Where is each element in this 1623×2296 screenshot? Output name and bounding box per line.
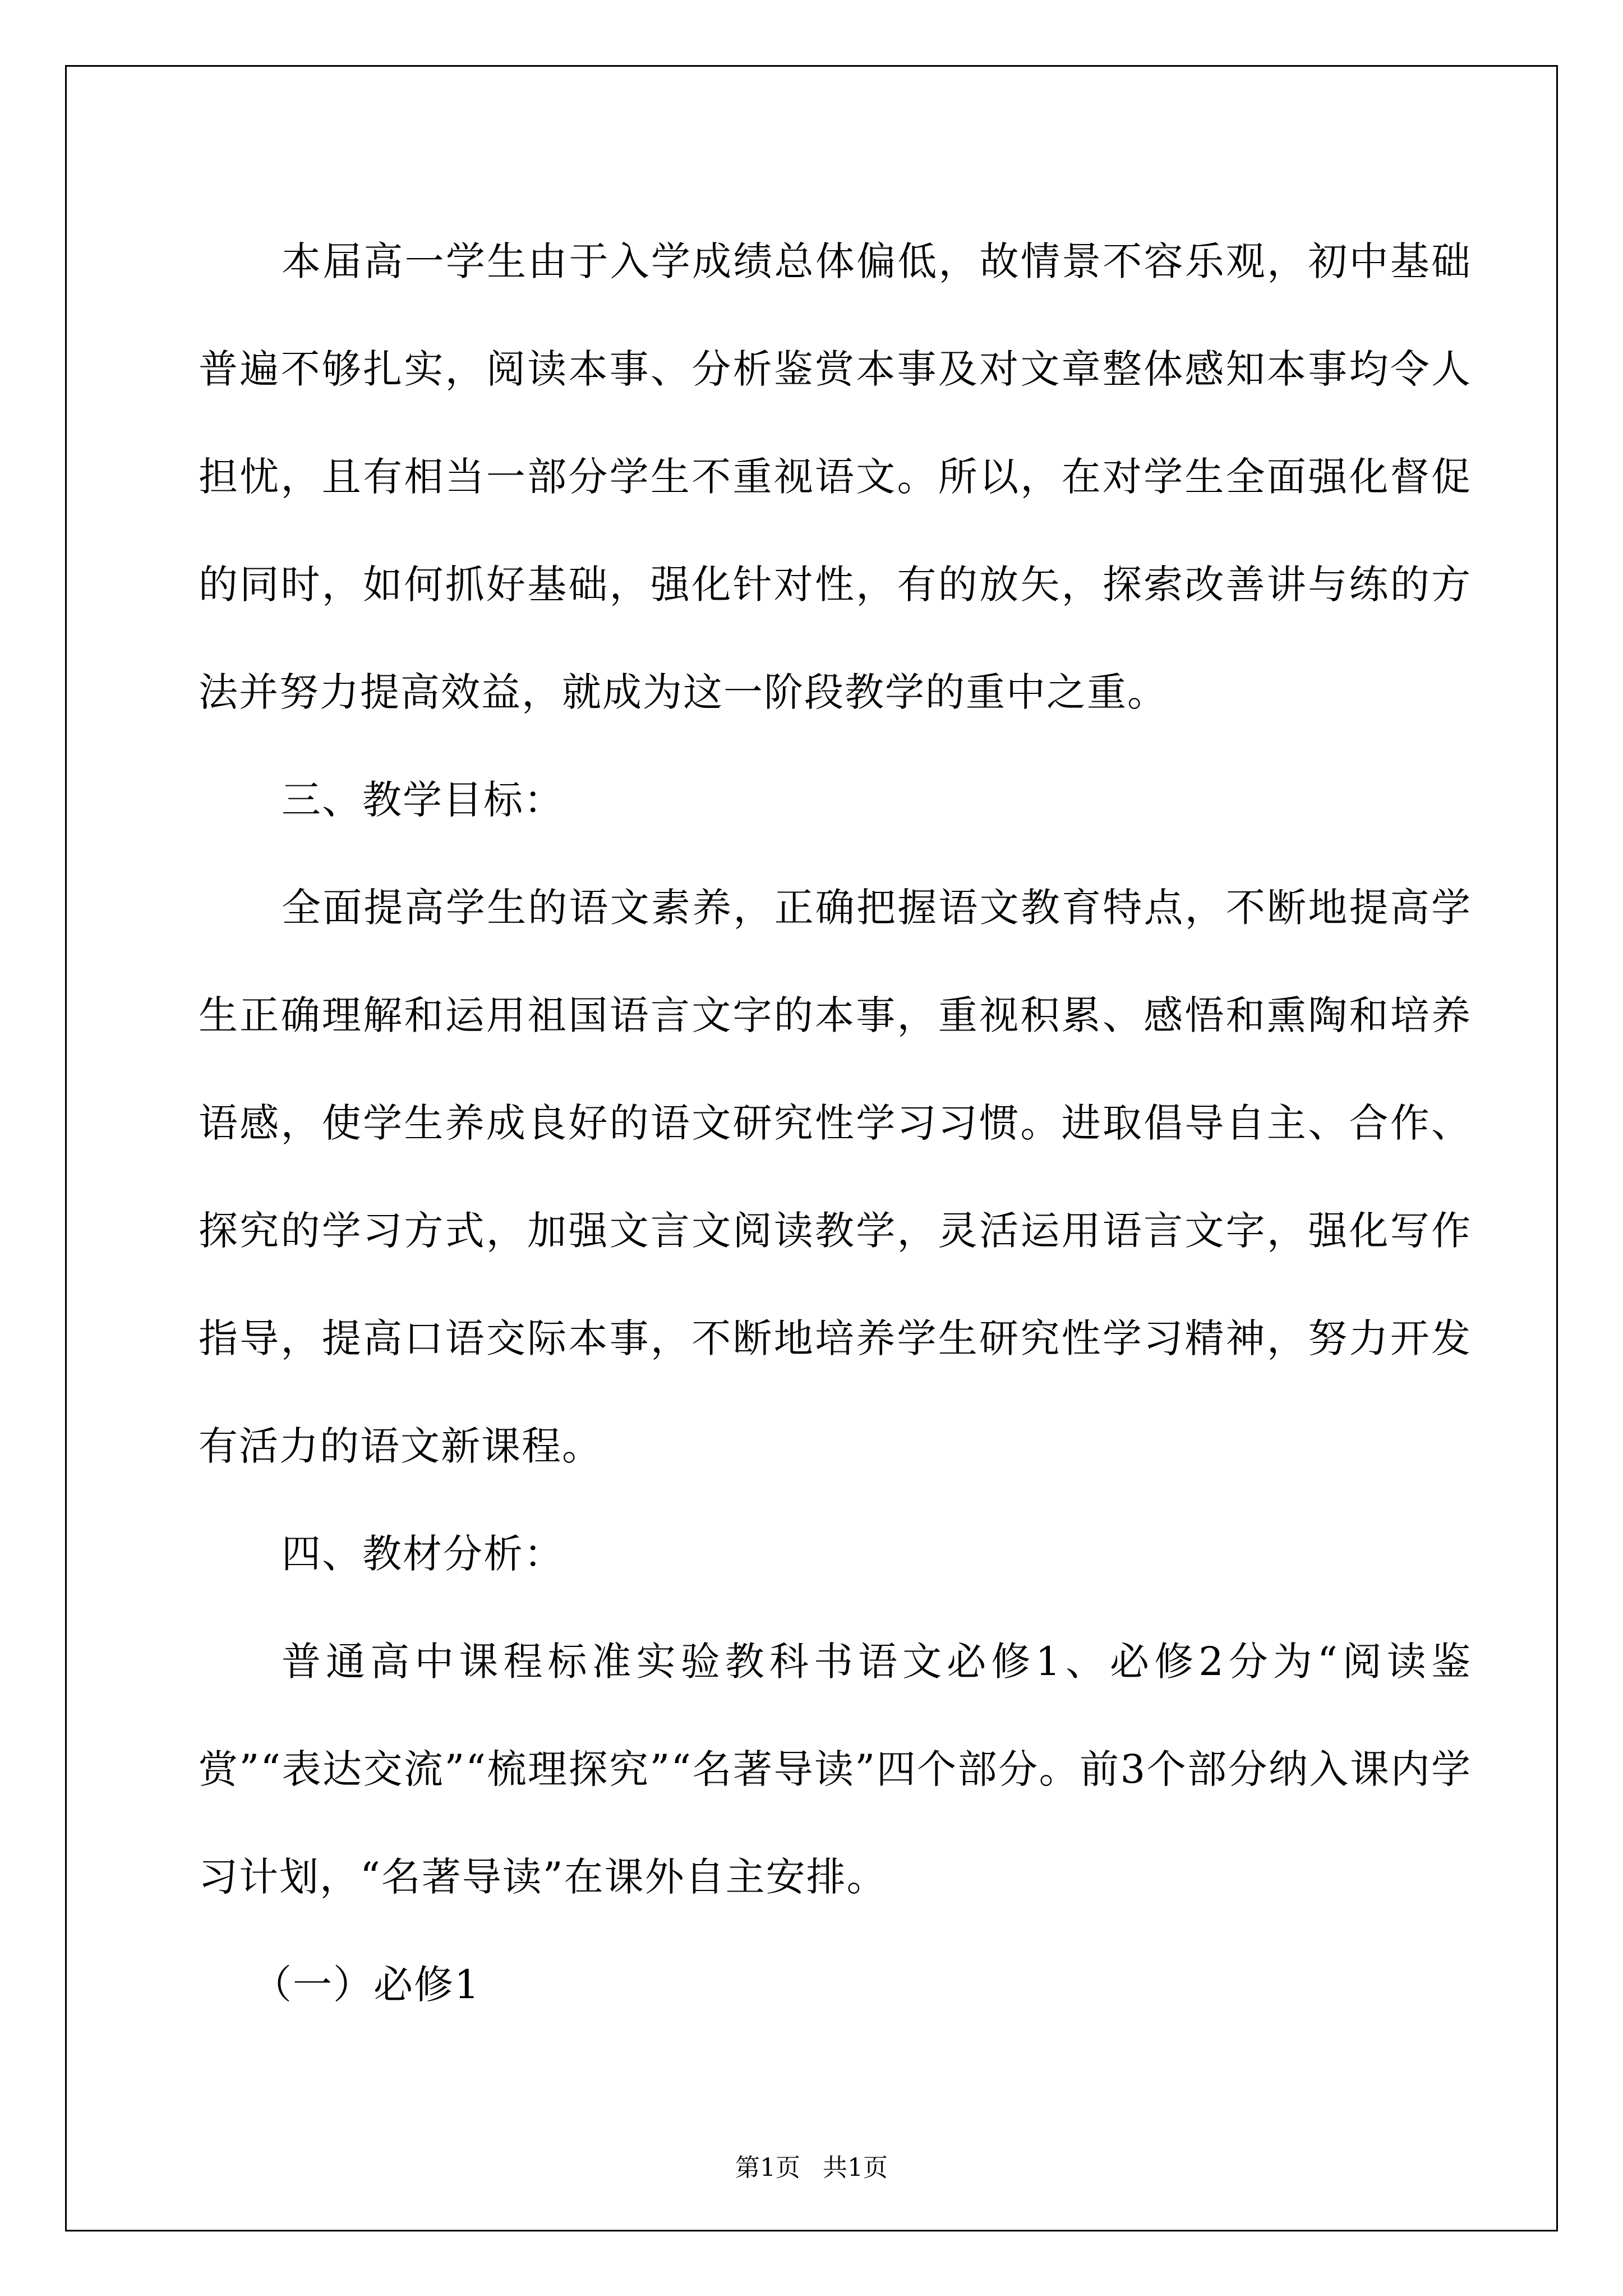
document-body: [199, 208, 1472, 2039]
page-total: 共1页: [823, 2154, 888, 2182]
paragraph-student-situation: 本届高一学生由于入学成绩总体偏低，故情景不容乐观，初中基础普遍不够扎实，阅读本事、分析鉴赏本事及对文章整体感知本事均令人担忧，且有相当一部分学生不重视语文。所以，在对学生全面强化督促的同时，如何抓好基础，强化针对性，有的放矢，探索改善讲与练的方法并努力提高效益，就成为这一阶段教学的重中之重。: [199, 238, 1472, 715]
page-number: 第1页: [735, 2154, 800, 2182]
heading-textbook-analysis: 四、教材分析：: [282, 1531, 564, 1577]
paragraph-textbook-analysis: 普通高中课程标准实验教科书语文必修1、必修2分为“阅读鉴赏”“表达交流”“梳理探究”“名著导读”四个部分。前3个部分纳入课内学习计划，“名著导读”在课外自主安排。: [199, 1639, 1472, 1900]
page-footer: [0, 2151, 1623, 2185]
heading-teaching-goals: 三、教学目标：: [282, 777, 564, 823]
paragraph-teaching-goals: 全面提高学生的语文素养，正确把握语文教育特点，不断地提高学生正确理解和运用祖国语言文字的本事，重视积累、感悟和熏陶和培养语感，使学生养成良好的语文研究性学习习惯。进取倡导自主、合作、探究的学习方式，加强文言文阅读教学，灵活运用语言文字，强化写作指导，提高口语交际本事，不断地培养学生研究性学习精神，努力开发有活力的语文新课程。: [199, 885, 1472, 1469]
subheading-compulsory-1: （一）必修1: [252, 1962, 481, 2008]
